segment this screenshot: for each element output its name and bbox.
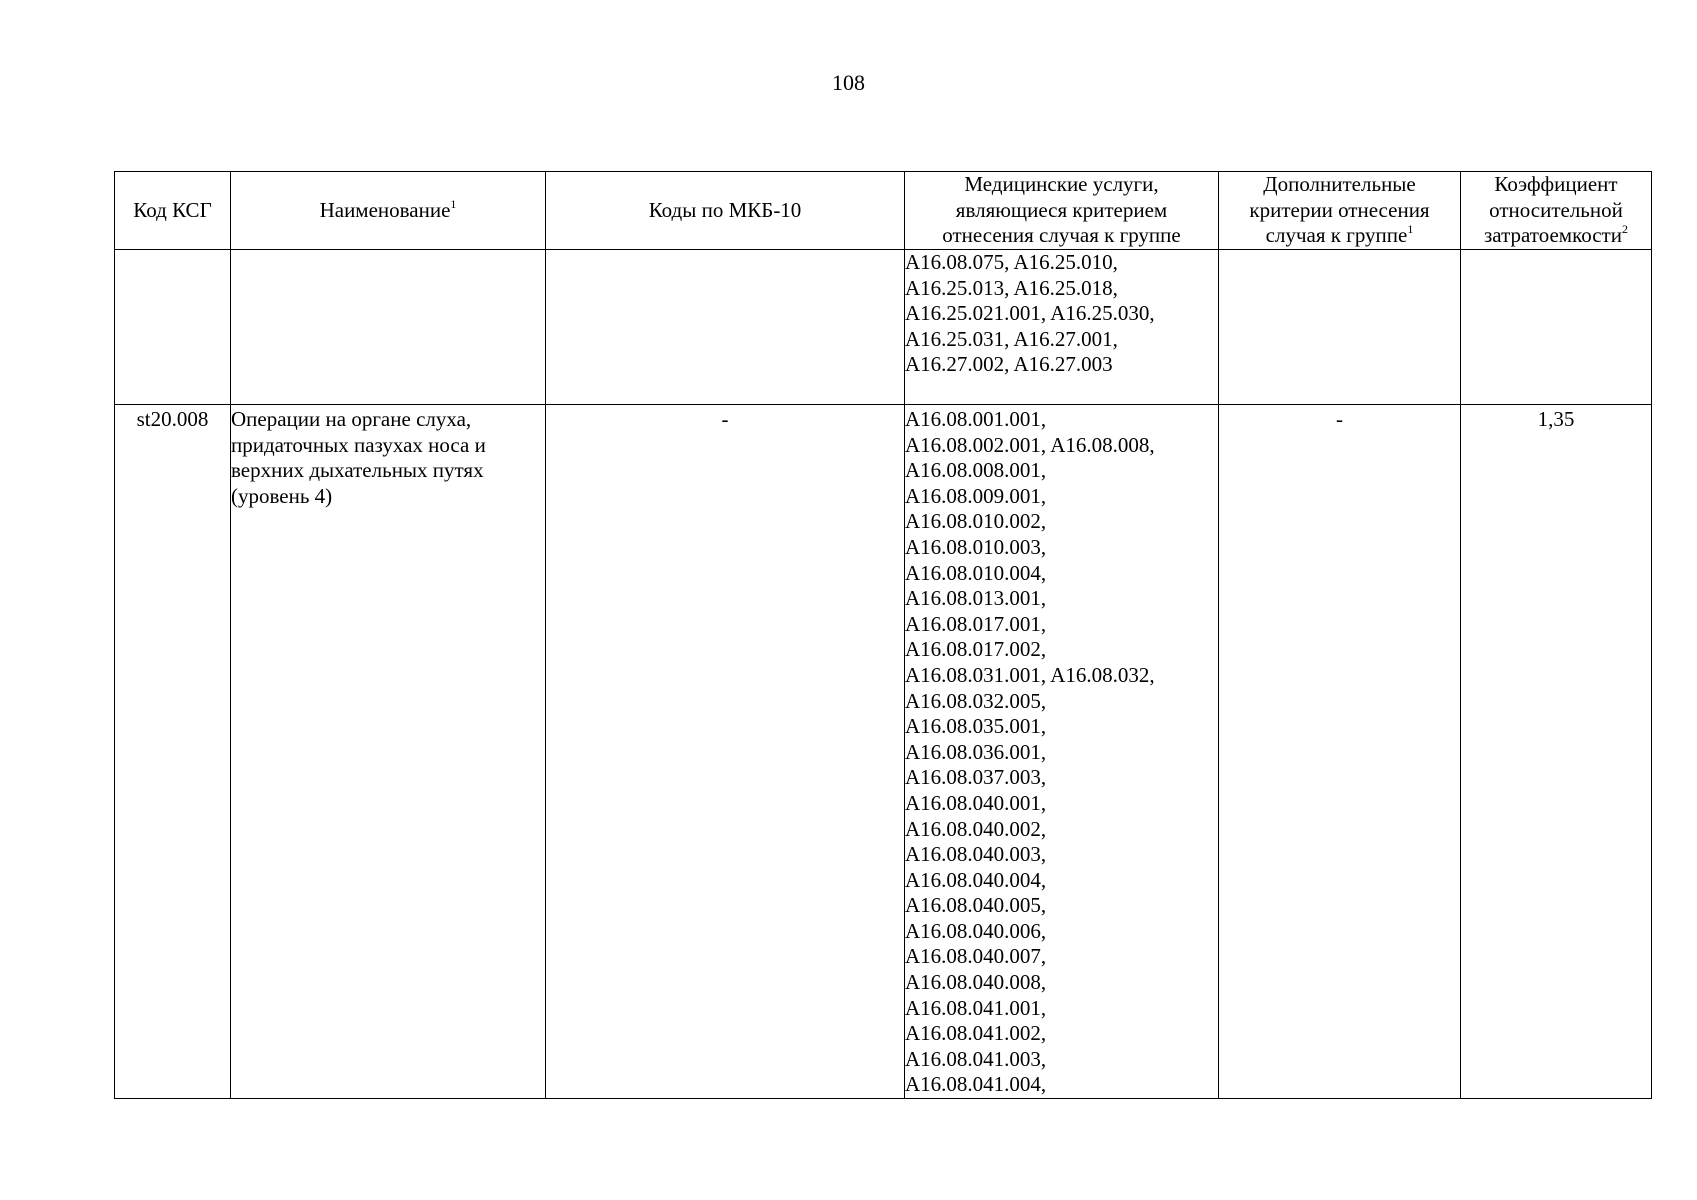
header-coef <box>1461 172 1652 250</box>
service-line: A16.08.040.005, <box>905 893 1047 918</box>
name-line: Операции на органе слуха, <box>231 407 472 431</box>
footnote-marker: 1 <box>1407 222 1414 237</box>
service-line: A16.08.031.001, A16.08.032, <box>905 662 1155 687</box>
footnote-marker: 2 <box>1621 222 1628 237</box>
service-line: A16.08.017.002, <box>905 637 1047 662</box>
service-line: A16.08.041.001, <box>905 995 1047 1020</box>
service-line: A16.08.010.004, <box>905 560 1047 585</box>
service-line: A16.08.010.003, <box>905 534 1047 559</box>
cell-code-empty <box>115 250 231 405</box>
service-line: A16.08.002.001, A16.08.008, <box>905 432 1155 457</box>
cell-services-continuation <box>905 250 1219 405</box>
cell-name-empty <box>231 250 546 405</box>
cell-name <box>231 405 546 1099</box>
service-line: A16.08.040.001, <box>905 790 1047 815</box>
table-row-continuation <box>115 250 1652 405</box>
page-number: 108 <box>832 70 865 95</box>
service-line: A16.08.040.004, <box>905 867 1047 892</box>
cell-coef-empty <box>1461 250 1652 405</box>
header-mkb: Коды по МКБ-10 <box>546 172 905 250</box>
service-line: A16.08.032.005, <box>905 688 1047 713</box>
service-line: A16.08.017.001, <box>905 611 1047 636</box>
service-line: A16.08.035.001, <box>905 714 1047 739</box>
name-line: придаточных пазухах носа и <box>231 432 486 457</box>
cell-coef: 1,35 <box>1461 405 1652 1099</box>
header-additional <box>1219 172 1461 250</box>
header-additional-line: критерии отнесения <box>1249 197 1430 222</box>
header-coef-line-last: затратоемкости$^2$ <box>1484 222 1628 248</box>
footnote-marker: 1 <box>450 196 457 211</box>
cell-services <box>905 405 1219 1099</box>
service-line: A16.08.041.002, <box>905 1021 1047 1046</box>
ksg-table <box>114 171 1652 1099</box>
service-line: A16.25.013, A16.25.018, <box>905 275 1118 300</box>
header-additional-line: Дополнительные <box>1263 172 1416 197</box>
header-coef-line: относительной <box>1489 197 1623 222</box>
name-line: верхних дыхательных путях <box>231 458 484 483</box>
header-services-line: являющиеся критерием <box>955 197 1168 222</box>
cell-additional-empty <box>1219 250 1461 405</box>
header-code: Код КСГ <box>115 172 231 250</box>
header-name-label: Наименование <box>319 197 451 222</box>
service-line: A16.08.040.007, <box>905 944 1047 969</box>
service-line: A16.08.041.003, <box>905 1046 1047 1071</box>
header-additional-line-last: случая к группе$^1$ <box>1265 222 1414 248</box>
service-line: A16.25.031, A16.27.001, <box>905 326 1118 351</box>
service-line: A16.08.040.006, <box>905 918 1047 943</box>
service-line: A16.08.009.001, <box>905 483 1047 508</box>
service-line: A16.08.036.001, <box>905 739 1047 764</box>
service-line: A16.08.040.003, <box>905 842 1047 867</box>
name-line: (уровень 4) <box>231 483 333 508</box>
service-line: A16.08.040.002, <box>905 816 1047 841</box>
header-services-line: Медицинские услуги, <box>964 172 1159 197</box>
cell-mkb: - <box>546 405 905 1099</box>
service-line: A16.27.002, A16.27.003 <box>905 352 1113 377</box>
cell-additional: - <box>1219 405 1461 1099</box>
service-line: A16.08.041.004, <box>905 1072 1047 1097</box>
service-line: A16.08.008.001, <box>905 458 1047 483</box>
service-line: A16.08.001.001, <box>905 407 1047 431</box>
service-line: A16.08.013.001, <box>905 586 1047 611</box>
service-line: A16.08.075, A16.25.010, <box>905 250 1118 274</box>
cell-code: st20.008 <box>115 405 231 1099</box>
table-row <box>115 405 1652 1099</box>
header-coef-line: Коэффициент <box>1494 172 1618 197</box>
service-line: A16.08.040.008, <box>905 970 1047 995</box>
service-line: A16.08.037.003, <box>905 765 1047 790</box>
service-line: A16.25.021.001, A16.25.030, <box>905 301 1155 326</box>
header-services <box>905 172 1219 250</box>
cell-mkb-empty <box>546 250 905 405</box>
service-line: A16.08.010.002, <box>905 509 1047 534</box>
header-name <box>231 172 546 250</box>
table-header-row <box>115 172 1652 250</box>
header-services-line: отнесения случая к группе <box>942 223 1181 248</box>
